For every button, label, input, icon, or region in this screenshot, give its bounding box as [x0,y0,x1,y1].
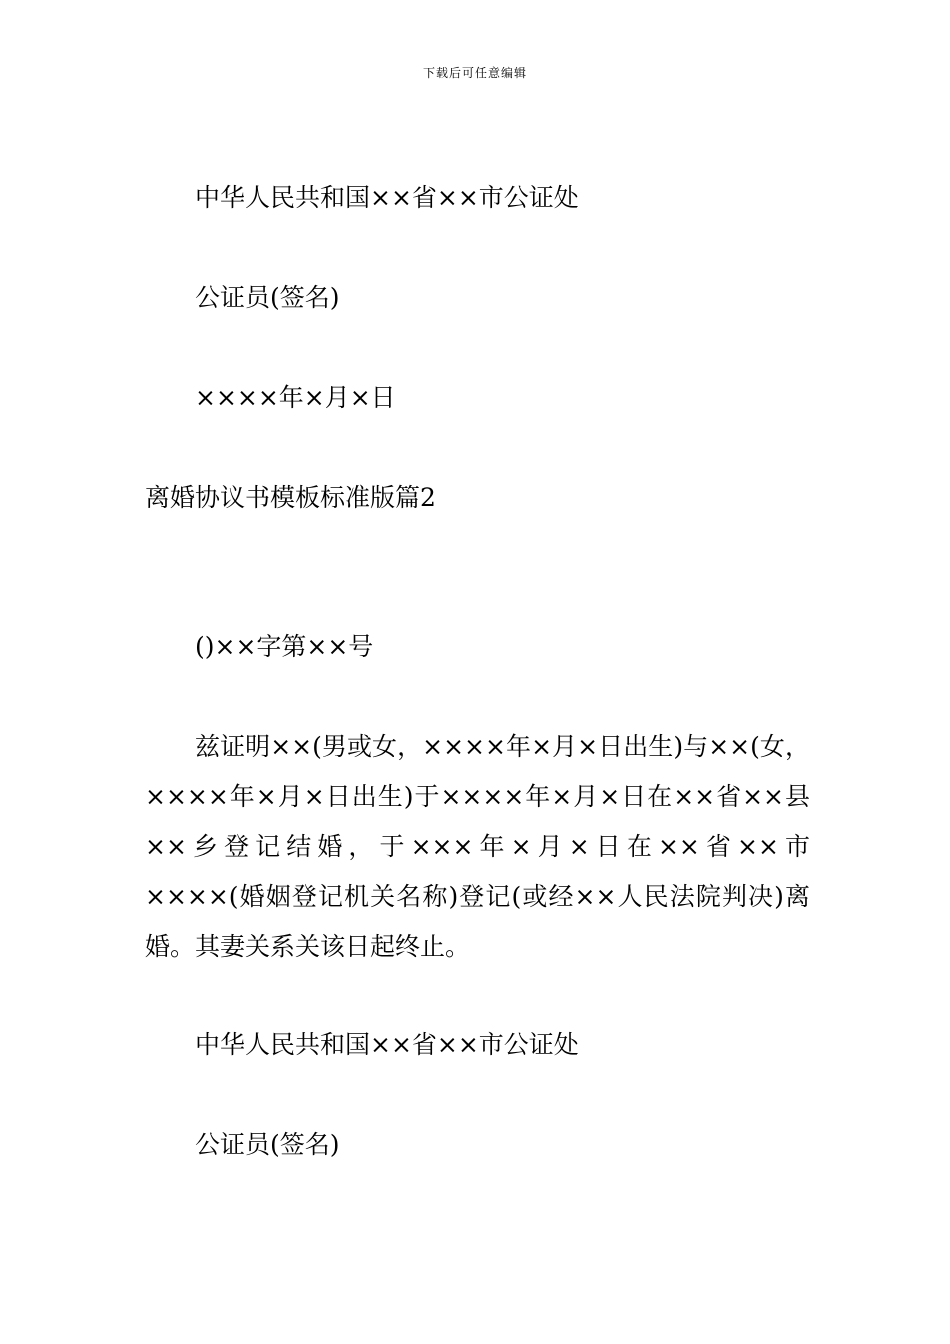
notary-signature-line: 公证员(签名) [195,283,340,312]
notary-signature-line-2: 公证员(签名) [195,1130,340,1159]
notary-office-line: 中华人民共和国××省××市公证处 [195,183,579,212]
notary-office-line-2: 中华人民共和国××省××市公证处 [195,1030,579,1059]
date-line: ××××年×月×日 [195,383,396,412]
page-header-note: 下载后可任意编辑 [422,66,527,80]
section-title: 离婚协议书模板标准版篇2 [145,483,436,512]
certificate-body-paragraph: 兹证明××(男或女，××××年×月×日出生)与××(女，××××年×月×日出生)于××××年×月×日在××省××县××乡登记结婚，于×××年×月×日在××省××市××××(婚姻登记机关名称)登记(或经××人民法院判决)离婚。其妻关系关该日起终止。 [145,732,810,961]
document-number: ()××字第××号 [195,632,374,661]
